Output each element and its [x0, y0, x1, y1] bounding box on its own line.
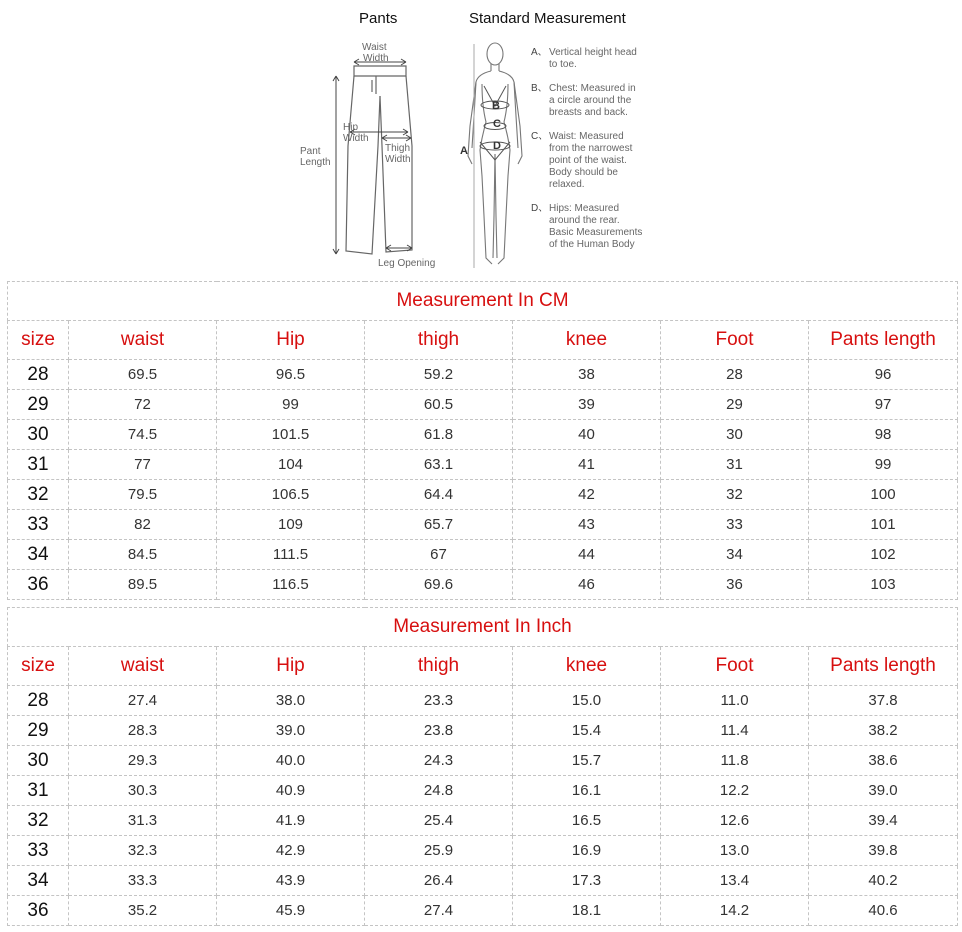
table-cell: 42.9 [217, 836, 365, 866]
table-row [8, 686, 958, 716]
note-line: relaxed. [549, 179, 585, 190]
table-cell: 40.0 [217, 746, 365, 776]
note-line: Basic Measurements [549, 227, 643, 238]
table-cell: 27.4 [69, 686, 217, 716]
table-header-row [8, 321, 958, 360]
table-cell: 96 [809, 360, 958, 390]
note-c [531, 131, 659, 191]
size-cell: 28 [8, 360, 69, 390]
inch-table-body [8, 686, 958, 926]
table-cell: 29 [661, 390, 809, 420]
table-cell: 25.4 [365, 806, 513, 836]
size-cell: 33 [8, 510, 69, 540]
pant-length-label [300, 146, 331, 168]
size-cell: 30 [8, 420, 69, 450]
table-cell: 59.2 [365, 360, 513, 390]
table-row [8, 836, 958, 866]
leg-opening-label: Leg Opening [378, 258, 436, 269]
size-cell: 33 [8, 836, 69, 866]
column-header-knee: knee [513, 321, 661, 360]
column-header-size: size [8, 647, 69, 686]
table-cell: 27.4 [365, 896, 513, 926]
table-cell: 97 [809, 390, 958, 420]
note-line: a circle around the [549, 95, 632, 106]
table-cell: 100 [809, 480, 958, 510]
standard-measurement-title: Standard Measurement [469, 10, 626, 27]
column-header-hip: Hip [217, 321, 365, 360]
table-cell: 28.3 [69, 716, 217, 746]
table-cell: 45.9 [217, 896, 365, 926]
table-cell: 64.4 [365, 480, 513, 510]
table-cell: 18.1 [513, 896, 661, 926]
table-row [8, 480, 958, 510]
pant-length-label-line: Pant [300, 146, 321, 157]
note-line: Body should be [549, 167, 618, 178]
table-cell: 24.3 [365, 746, 513, 776]
table-cell: 14.2 [661, 896, 809, 926]
table-cell: 30.3 [69, 776, 217, 806]
table-row [8, 716, 958, 746]
table-cell: 38 [513, 360, 661, 390]
table-row [8, 540, 958, 570]
size-cell: 31 [8, 450, 69, 480]
table-cell: 33 [661, 510, 809, 540]
table-cell: 111.5 [217, 540, 365, 570]
hip-width-label [343, 122, 369, 144]
table-cell: 39 [513, 390, 661, 420]
table-cell: 82 [69, 510, 217, 540]
table-row [8, 360, 958, 390]
column-header-size: size [8, 321, 69, 360]
table-cell: 29.3 [69, 746, 217, 776]
table-cell: 96.5 [217, 360, 365, 390]
table-header-row [8, 647, 958, 686]
pant-length-label-line: Length [300, 157, 331, 168]
size-cell: 30 [8, 746, 69, 776]
note-a [531, 47, 659, 71]
table-cell: 15.7 [513, 746, 661, 776]
table-cell: 102 [809, 540, 958, 570]
letter-b: B [492, 100, 500, 112]
table-cell: 41.9 [217, 806, 365, 836]
table-cell: 43 [513, 510, 661, 540]
thigh-width-label [385, 143, 411, 165]
column-header-pants-length: Pants length [809, 321, 958, 360]
table-cell: 46 [513, 570, 661, 600]
table-cell: 24.8 [365, 776, 513, 806]
size-cell: 29 [8, 716, 69, 746]
table-row [8, 746, 958, 776]
table-cell: 43.9 [217, 866, 365, 896]
table-cell: 116.5 [217, 570, 365, 600]
table-cell: 11.0 [661, 686, 809, 716]
table-title: Measurement In Inch [8, 608, 958, 647]
table-cell: 61.8 [365, 420, 513, 450]
table-cell: 104 [217, 450, 365, 480]
size-cell: 28 [8, 686, 69, 716]
table-cell: 101 [809, 510, 958, 540]
thigh-width-label-line: Width [385, 154, 411, 165]
table-row [8, 510, 958, 540]
note-line: from the narrowest [549, 143, 633, 154]
table-cell: 30 [661, 420, 809, 450]
size-cell: 32 [8, 480, 69, 510]
note-line: Chest: Measured in [549, 83, 636, 94]
table-cell: 89.5 [69, 570, 217, 600]
note-line: point of the waist. [549, 155, 627, 166]
note-key: B、 [531, 83, 548, 94]
hip-width-label-line: Hip [343, 122, 359, 133]
body-figure-illustration [460, 36, 530, 276]
table-cell: 13.0 [661, 836, 809, 866]
table-cell: 101.5 [217, 420, 365, 450]
waist-width-label [362, 42, 389, 64]
table-cell: 60.5 [365, 390, 513, 420]
table-row [8, 896, 958, 926]
table-cell: 63.1 [365, 450, 513, 480]
table-cell: 31 [661, 450, 809, 480]
note-d [531, 203, 659, 251]
size-cell: 31 [8, 776, 69, 806]
table-cell: 77 [69, 450, 217, 480]
table-cell: 99 [809, 450, 958, 480]
table-cell: 74.5 [69, 420, 217, 450]
table-cell: 34 [661, 540, 809, 570]
table-cell: 38.0 [217, 686, 365, 716]
table-cell: 26.4 [365, 866, 513, 896]
table-cell: 69.6 [365, 570, 513, 600]
table-cell: 31.3 [69, 806, 217, 836]
cm-table-body [8, 360, 958, 600]
size-cell: 29 [8, 390, 69, 420]
table-cell: 32 [661, 480, 809, 510]
note-b [531, 83, 659, 119]
table-cell: 44 [513, 540, 661, 570]
table-cell: 11.4 [661, 716, 809, 746]
table-row [8, 806, 958, 836]
thigh-width-label-line: Thigh [385, 143, 411, 154]
size-cell: 34 [8, 866, 69, 896]
table-cell: 15.0 [513, 686, 661, 716]
table-cell: 23.3 [365, 686, 513, 716]
column-header-waist: waist [69, 321, 217, 360]
measurement-diagram [0, 0, 962, 280]
table-cell: 39.8 [809, 836, 958, 866]
table-row [8, 570, 958, 600]
size-cell: 34 [8, 540, 69, 570]
table-row [8, 390, 958, 420]
table-row [8, 776, 958, 806]
table-cell: 16.9 [513, 836, 661, 866]
column-header-foot: Foot [661, 647, 809, 686]
table-cell: 40.9 [217, 776, 365, 806]
table-cell: 40.2 [809, 866, 958, 896]
column-header-foot: Foot [661, 321, 809, 360]
table-cell: 25.9 [365, 836, 513, 866]
table-cell: 38.6 [809, 746, 958, 776]
column-header-pants-length: Pants length [809, 647, 958, 686]
pants-illustration [320, 36, 430, 266]
column-header-waist: waist [69, 647, 217, 686]
table-row [8, 420, 958, 450]
table-cell: 39.4 [809, 806, 958, 836]
note-key: C、 [531, 131, 549, 142]
table-cell: 17.3 [513, 866, 661, 896]
table-cell: 84.5 [69, 540, 217, 570]
table-cell: 16.1 [513, 776, 661, 806]
hip-width-label-line: Width [343, 133, 369, 144]
table-cell: 41 [513, 450, 661, 480]
table-row [8, 450, 958, 480]
note-key: A、 [531, 47, 548, 58]
size-cell: 36 [8, 896, 69, 926]
letter-c: C [493, 118, 501, 130]
table-cell: 67 [365, 540, 513, 570]
note-line: of the Human Body [549, 239, 635, 250]
note-key: D、 [531, 203, 549, 214]
table-cell: 40.6 [809, 896, 958, 926]
note-line: Hips: Measured [549, 203, 620, 214]
table-cell: 72 [69, 390, 217, 420]
table-cell: 13.4 [661, 866, 809, 896]
table-cell: 35.2 [69, 896, 217, 926]
table-cell: 40 [513, 420, 661, 450]
cm-size-table [7, 281, 958, 600]
table-cell: 109 [217, 510, 365, 540]
letter-d: D [493, 140, 501, 152]
column-header-knee: knee [513, 647, 661, 686]
column-header-hip: Hip [217, 647, 365, 686]
note-line: breasts and back. [549, 107, 628, 118]
table-cell: 103 [809, 570, 958, 600]
table-cell: 65.7 [365, 510, 513, 540]
size-cell: 36 [8, 570, 69, 600]
table-cell: 79.5 [69, 480, 217, 510]
column-header-thigh: thigh [365, 321, 513, 360]
table-row [8, 866, 958, 896]
table-cell: 42 [513, 480, 661, 510]
note-line: to toe. [549, 59, 577, 70]
table-cell: 16.5 [513, 806, 661, 836]
table-cell: 99 [217, 390, 365, 420]
table-cell: 15.4 [513, 716, 661, 746]
note-line: Waist: Measured [549, 131, 624, 142]
table-cell: 38.2 [809, 716, 958, 746]
table-cell: 36 [661, 570, 809, 600]
table-cell: 69.5 [69, 360, 217, 390]
table-cell: 28 [661, 360, 809, 390]
table-cell: 23.8 [365, 716, 513, 746]
note-line: Vertical height head [549, 47, 637, 58]
table-cell: 98 [809, 420, 958, 450]
waist-width-label-line: Width [363, 53, 389, 64]
table-cell: 32.3 [69, 836, 217, 866]
waist-width-label-line: Waist [362, 42, 387, 53]
pants-title: Pants [359, 10, 398, 27]
table-title: Measurement In CM [8, 282, 958, 321]
table-cell: 39.0 [217, 716, 365, 746]
table-cell: 12.2 [661, 776, 809, 806]
letter-a: A [460, 145, 468, 157]
size-cell: 32 [8, 806, 69, 836]
table-cell: 33.3 [69, 866, 217, 896]
table-cell: 12.6 [661, 806, 809, 836]
table-cell: 11.8 [661, 746, 809, 776]
table-cell: 106.5 [217, 480, 365, 510]
column-header-thigh: thigh [365, 647, 513, 686]
inch-size-table [7, 607, 958, 926]
note-line: around the rear. [549, 215, 620, 226]
table-cell: 37.8 [809, 686, 958, 716]
table-cell: 39.0 [809, 776, 958, 806]
